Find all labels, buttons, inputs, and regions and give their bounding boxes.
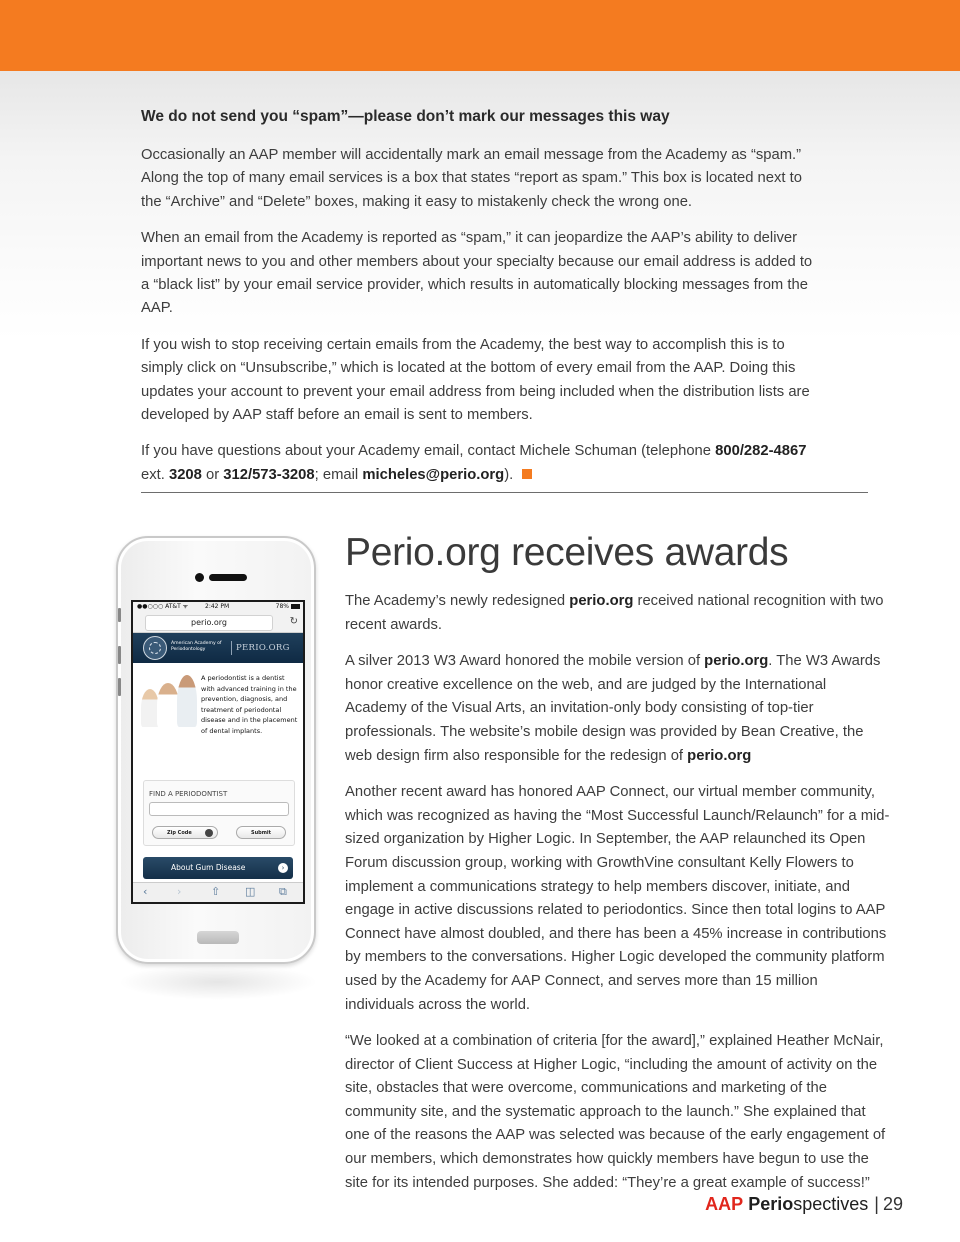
zip-code-select xyxy=(152,826,218,839)
phone-side-button xyxy=(118,608,121,622)
awards-article-title: Perio.org receives awards xyxy=(345,531,789,574)
spam-paragraph-1: Occasionally an AAP member will accidentally mark an email message from the Academy as “spam.” Along the top of many email services is a box that states “report as spam.” This box is located next to the “Archive” and “Delete” boxes, making it easy to mistakenly check the wrong one. xyxy=(141,147,802,210)
phone-status-bar xyxy=(133,602,303,612)
contact-text: ; email xyxy=(314,466,363,483)
spam-paragraph-contact xyxy=(141,440,821,487)
battery-icon xyxy=(291,604,300,609)
awards-text: received national recognition with two recent awards. xyxy=(345,593,884,633)
header-divider xyxy=(231,641,232,655)
site-name: perio.org xyxy=(569,593,634,609)
awards-paragraph-4: “We looked at a combination of criteria [for the award],” explained Heather McNair, director of Client Success at Higher Logic, “including the amount of activity on the site, obstacles that were overcome, communications and marketing of the community site, and the systematic approach to the launch.” She explained that one of the reasons the AAP was selected was because of the early engagement of our members, which demonstrates how quickly members have begun to use the site for its intended purposes. She added: “They’re a great example of success!” xyxy=(345,1033,886,1191)
contact-email: micheles@perio.org xyxy=(362,466,505,483)
phone-side-button xyxy=(118,646,121,664)
spam-article-heading: We do not send you “spam”—please don’t mark our messages this way xyxy=(141,108,670,125)
site-name: perio.org xyxy=(687,747,752,764)
awards-paragraph-1 xyxy=(345,590,890,637)
carrier-label: ●●○○○ AT&T ᯤ xyxy=(137,603,189,610)
about-gum-disease-button xyxy=(143,857,293,879)
browser-address-bar xyxy=(133,612,303,633)
site-brand: PERIO.ORG xyxy=(236,643,290,653)
zip-code-label: Zip Code xyxy=(167,830,192,836)
person-figure xyxy=(177,675,197,727)
about-gum-disease-label: About Gum Disease xyxy=(171,863,246,872)
contact-text: ). xyxy=(504,466,514,483)
phone-shadow xyxy=(118,964,318,1000)
spam-paragraph-3: If you wish to stop receiving certain emails from the Academy, the best way to accomplish this is to simply click on “Unsubscribe,” which is located at the bottom of every email from the AAP. Doing this updates your account to prevent your email address from being included when the distribution lists are developed by AAP staff before an email is sent to members. xyxy=(141,336,810,424)
find-periodontist-label: FIND A PERIODONTIST xyxy=(149,790,228,798)
contact-phone-alt: 312/573-3208 xyxy=(223,466,315,483)
forward-icon: › xyxy=(177,885,182,898)
find-periodontist-panel xyxy=(143,780,295,846)
contact-text: ext. xyxy=(141,466,169,483)
battery-label: 78% xyxy=(275,603,289,610)
awards-paragraph-2 xyxy=(345,650,890,768)
publication-name-spectives: spectives xyxy=(793,1194,869,1214)
awards-text: . The W3 Awards honor creative excellence on the web, and are judged by the International Academy of the Visual Arts, an invitation-only body consisting of top-tier professionals. The website’s mobile design was provided by Bean Creative, the web design firm also responsible for the redesign of xyxy=(345,653,881,764)
chevron-right-icon: › xyxy=(278,863,288,873)
section-divider xyxy=(141,492,868,493)
phone-side-button xyxy=(118,678,121,696)
clock-label: 2:42 PM xyxy=(205,603,230,610)
page-footer xyxy=(705,1192,903,1216)
chevron-down-icon xyxy=(205,829,213,837)
site-name: perio.org xyxy=(704,653,769,670)
phone-camera xyxy=(195,573,204,582)
phone-home-button xyxy=(197,931,239,944)
page-number: 29 xyxy=(882,1194,903,1214)
contact-text: If you have questions about your Academy email, contact Michele Schuman (telephone xyxy=(141,443,716,460)
tabs-icon: ⧉ xyxy=(279,885,287,898)
person-figure xyxy=(157,683,179,727)
contact-text: or xyxy=(201,466,224,483)
browser-toolbar xyxy=(133,882,303,903)
publication-name-aap: AAP xyxy=(705,1194,744,1214)
site-hero xyxy=(133,663,303,758)
contact-extension: 3208 xyxy=(168,466,202,483)
bookmarks-icon: ◫ xyxy=(245,885,256,898)
awards-paragraph-3: Another recent award has honored AAP Connect, our virtual member community, which was recognized as having the “Most Successful Launch/Relaunch” for a mid-sized organization by Higher Logic. In September, the AAP relaunched its Open Forum discussion group, working with GrowthVine consultant Kelly Flowers to implement a communications strategy to help members discover, initiate, and engage in active discussions related to periodontics. Since then total logins to AAP Connect have almost doubled, and there has been a 45% increase in contributions by members to the conversations. Higher Logic developed the community platform used by the Academy for AAP Connect, and serves more than 15 million individuals across the world. xyxy=(345,784,890,1013)
end-of-article-mark xyxy=(522,469,532,479)
awards-text: The Academy’s newly redesigned xyxy=(345,593,570,609)
footer-separator: | xyxy=(874,1194,879,1214)
publication-name-perio: Perio xyxy=(748,1194,794,1214)
dental-team-image xyxy=(139,671,197,727)
contact-phone: 800/282-4867 xyxy=(715,443,807,460)
spam-article xyxy=(141,105,821,500)
site-header xyxy=(133,633,303,663)
awards-text: A silver 2013 W3 Award honored the mobile version of xyxy=(345,653,705,670)
phone-illustration xyxy=(112,534,322,1004)
url-field: perio.org xyxy=(145,615,273,631)
share-icon: ⇧ xyxy=(211,885,221,898)
back-icon: ‹ xyxy=(143,885,148,898)
submit-button: Submit xyxy=(236,826,286,839)
org-name: American Academy of Periodontology xyxy=(171,641,222,652)
find-periodontist-input xyxy=(149,802,289,816)
phone-screen xyxy=(131,600,305,904)
reload-icon: ↻ xyxy=(289,616,298,627)
phone-body xyxy=(116,536,316,964)
academy-seal-icon xyxy=(143,636,167,660)
spam-paragraph-2: When an email from the Academy is reported as “spam,” it can jeopardize the AAP’s ability to deliver important news to you and other members about your specialty because our email address is added to a “black list” by your email service provider, which results in automatically blocking messages from the AAP. xyxy=(141,230,813,317)
awards-article xyxy=(345,530,890,1208)
phone-speaker xyxy=(209,574,247,581)
header-accent-bar xyxy=(0,0,960,71)
periodontist-description: A periodontist is a dentist with advanced training in the prevention, diagnosis, and treatment of periodontal disease and in the placement of dental implants. xyxy=(201,674,298,735)
